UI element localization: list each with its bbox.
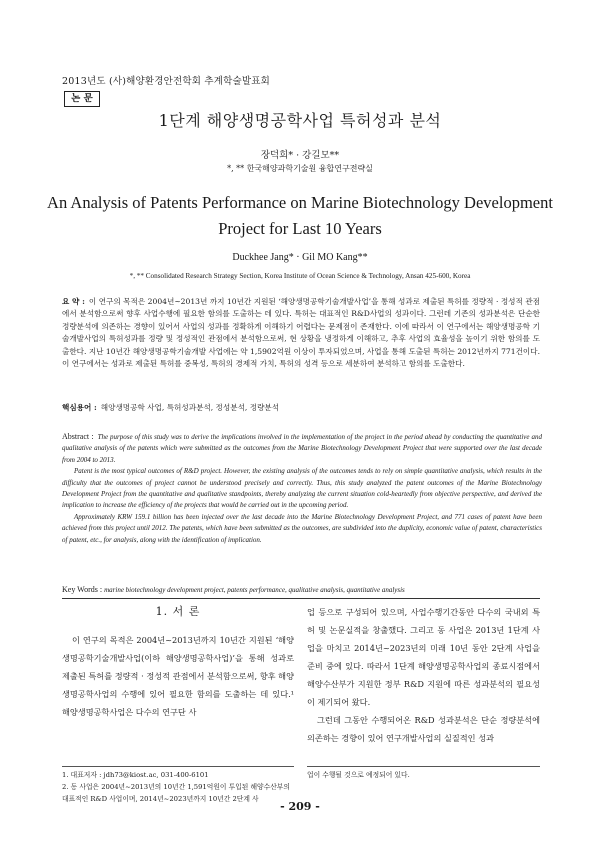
footnote-continuation: 업이 수행될 것으로 예정되어 있다. [307,771,410,779]
body-paragraph-right-2: 그런데 그동안 수행되어온 R&D 성과분석은 단순 정량분석에 의존하는 경향이 있어 연구개발사업의 실질적인 성과 [307,715,540,743]
keywords-korean-text: 해양생명공학 사업, 특허성과분석, 정성분석, 정량분석 [100,403,280,412]
abstract-korean-text: 이 연구의 목적은 2004년~2013년 까지 10년간 지원된 ‘해양생명공학기술개발사업’을 통해 성과로 제출된 특허를 정량적 · 정성적 관점에서 분석함으로써 향후 사업수행에 필요한 함의를 도출하는 데 있다. 특허는 대표적인 R&D사업의 성과이다. 그런데 기존의 성과분석은 단순한 정량분석에 의존하는 경향이 있어서 사업의 성과를 정확하게 이해하기 어렵다는 문제점이 존재한다. 이에 따라서 이 연구에서는 해양생명공학 기술개발사업의 특허성과를 정량 및 정성적인 관점에서 분석함으로써, 현 상황을 냉정하게 이해하고, 추후 사업의 효율성을 높이기 위한 함의를 도출한다. 지난 10년간 해양생명공학기술개발 사업에는 약 1,5902억원 이상이 투자되었으며, 사업을 통해 도출된 특허는 2012년까지 771건이다. 이 연구에서는 성과로 제출된 특허를 중복성, 특허의 경제적 가치, 특허의 성격 등으로 세분하여 분석하고 함의를 도출한다. [62,297,540,369]
keywords-korean [62,402,279,413]
section-heading-introduction: 1. 서 론 [155,605,201,618]
keywords-english [62,585,405,594]
body-text-right-column [307,603,540,747]
abstract-korean-label: 요 약 : [62,297,85,306]
body-paragraph-right-1: 업 등으로 구성되어 있으며, 사업수행기간동안 다수의 국내외 특허 및 논문실적을 창출했다. 그리고 동 사업은 2013년 1단계 사업을 마치고 2014년~2023년의 미래 10년 동안 2단계 사업을 준비 중에 있다. 따라서 1단계 해양생명공학사업의 종료시점에서 해양수산부가 지원한 정부 R&D 지원에 따른 성과분석의 필요성이 제기되어 왔다. [307,607,540,707]
page-number: - 209 - [280,800,320,813]
body-text-left-column: 이 연구의 목적은 2004년~2013년까지 10년간 지원된 ‘해양생명공학기술개발사업(이하 해양생명공학사업)’을 통해 성과로 제출된 특허를 정량적 · 정성적 관점에서 분석함으로써, 향후 해양생명공학사업의 수행에 있어 필요한 함의를 도출하는 데 있다.¹ 해양생명공학사업은 다수의 연구단 사 [62,635,294,717]
footnote-1: 1. 대표저자 : jdh73@kiost.ac, 031-400-6101 [62,771,209,779]
section-divider [62,598,540,599]
abstract-english-para-2: Patent is the most typical outcomes of R&D project. However, the existing analysis of the outcomes tends to rely on simple quantitative analysis, which results in the difficulty that the outcomes of project cannot be understood precisely and correctly. Thus, this study analyzed the patent outcomes of the Marine Biotechnology Development Project from the quantitative and qualitative standpoints, thereby analyzing the current situation cold-heartedly from objective perspective, and derived the implication to increase the efficiency of the projects that would be carried out in the upcoming period. [62,467,542,510]
conference-header: 2013년도 (사)해양환경안전학회 추계학술발표회 [62,76,271,87]
abstract-korean [62,296,540,370]
footnote-divider-right [307,766,540,767]
abstract-english-label: Abstract : [62,432,94,441]
abstract-english-para-1: Abstract : The purpose of this study was to derive the implications involved in the implementation of the project in the period ahead by conducting the quantitative and qualitative analysis of the patents which were submitted as the outcomes from the Marine Biotechnology Development Project that were supported over the last decade from 2004 to 2013. [62,432,543,464]
paper-title-korean: 1단계 해양생명공학사업 특허성과 분석 [158,111,442,130]
affiliation-english: *, ** Consolidated Research Strategy Section, Korea Institute of Ocean Science & Technology, Ansan 425-600, Korea [129,272,471,280]
abstract-english [62,431,542,546]
category-badge: 논 문 [64,91,100,107]
paper-title-english: An Analysis of Patents Performance on Marine Biotechnology Development Project for Last 10 Years [47,193,553,238]
keywords-english-text: marine biotechnology development project, patents performance, qualitative analysis, quantitative analysis [104,586,405,594]
authors-korean: 장덕희* · 강길모** [260,150,340,161]
keywords-english-label: Key Words : [62,585,103,594]
abstract-english-para-3: Approximately KRW 159.1 billion has been injected over the last decade into the Marine Biotechnology Development Project, and 771 cases of patent have been achieved from this project until 2012. The patents, which have been submitted as the outcomes, are subdivided into the duplicity, economic value of patent, characteristics of patent, etc., for analysis, along with the identification of implication. [62,512,542,544]
footnote-2: 2. 동 사업은 2004년~2013년의 10년간 1,591억원이 투입된 해양수산부의 대표적인 R&D 사업이며, 2014년~2023년까지 10년간 2단계 사 [62,783,290,803]
keywords-korean-label: 핵심용어 : [62,403,97,412]
affiliation-korean: *, ** 한국해양과학기술원 융합연구전략실 [227,164,373,173]
footnote-divider-left [62,766,294,767]
authors-english: Duckhee Jang* · Gil MO Kang** [232,252,368,263]
